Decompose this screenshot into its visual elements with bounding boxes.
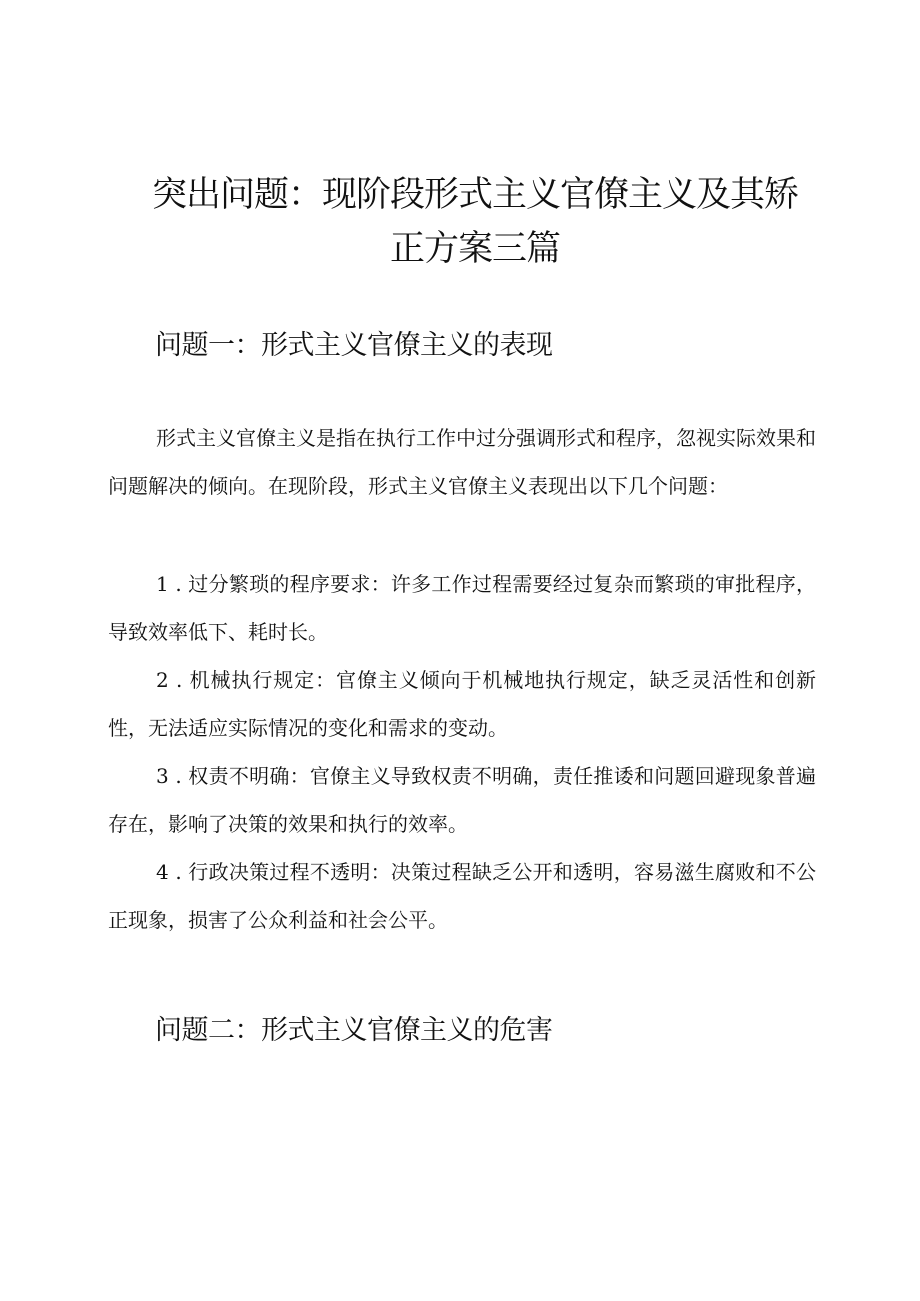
section-heading-2: 问题二：形式主义官僚主义的危害 <box>155 1015 553 1046</box>
intro-paragraph: 形式主义官僚主义是指在执行工作中过分强调形式和程序，忽视实际效果和问题解决的倾向。在现阶段，形式主义官僚主义表现出以下几个问题： <box>108 426 816 498</box>
list-item-2: 2 . 机械执行规定：官僚主义倾向于机械地执行规定，缺乏灵活性和创新性，无法适应实际情况的变化和需求的变动。 <box>108 668 816 740</box>
list-item-4: 4 . 行政决策过程不透明：决策过程缺乏公开和透明，容易滋生腐败和不公正现象，损害了公众利益和社会公平。 <box>108 860 816 932</box>
document-title: 突出问题：现阶段形式主义官僚主义及其矫正方案三篇 <box>151 175 798 269</box>
section-heading-1: 问题一：形式主义官僚主义的表现 <box>155 330 553 361</box>
list-item-1: 1 . 过分繁琐的程序要求：许多工作过程需要经过复杂而繁琐的审批程序，导致效率低下、耗时长。 <box>108 572 816 644</box>
list-item-3: 3 . 权责不明确：官僚主义导致权责不明确，责任推诿和问题回避现象普遍存在，影响了决策的效果和执行的效率。 <box>108 764 816 836</box>
